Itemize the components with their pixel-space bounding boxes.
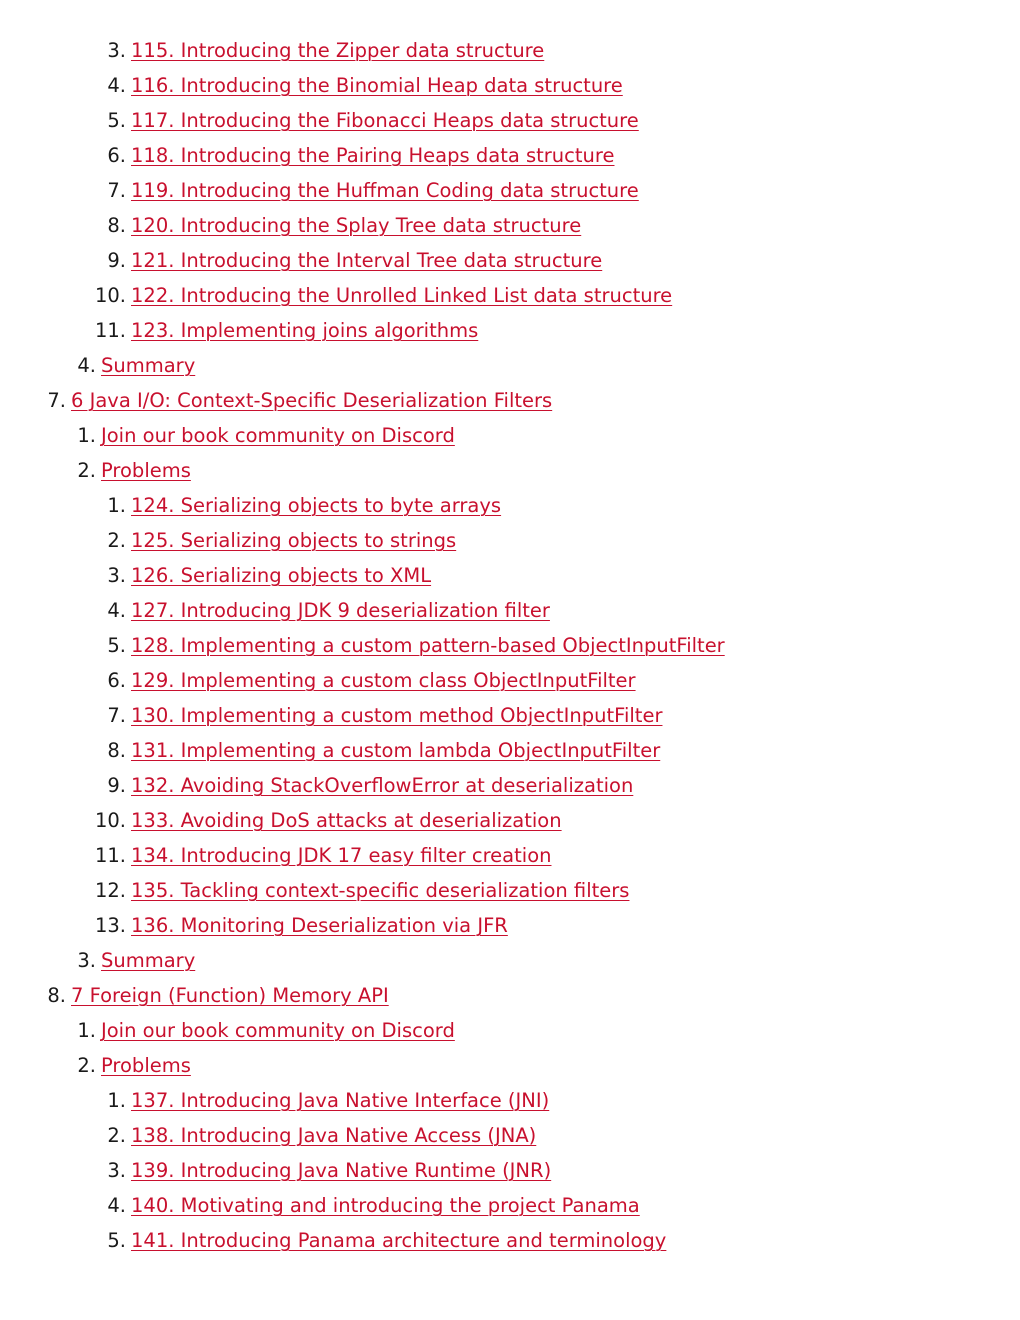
toc-item-number: 5. [107, 634, 126, 657]
toc-item-number: 2. [107, 1124, 126, 1147]
toc-item-number: 1. [107, 1089, 126, 1112]
toc-item-number: 13. [94, 914, 126, 937]
toc-item-number: 1. [107, 494, 126, 517]
toc-item-number: 2. [107, 529, 126, 552]
toc-item-number: 4. [77, 354, 96, 377]
toc-item-link[interactable]: 132. Avoiding StackOverflowError at deserialization [131, 774, 634, 797]
toc-item-number: 6. [107, 669, 126, 692]
toc-item-link[interactable]: 133. Avoiding DoS attacks at deserialization [131, 809, 562, 832]
toc-item-link[interactable]: 139. Introducing Java Native Runtime (JNR) [131, 1159, 552, 1182]
toc-item-number: 7. [47, 389, 66, 412]
toc-item-link[interactable]: 124. Serializing objects to byte arrays [131, 494, 502, 517]
toc-item-link[interactable]: 122. Introducing the Unrolled Linked List data structure [131, 284, 673, 307]
toc-item-link[interactable]: 116. Introducing the Binomial Heap data structure [131, 74, 623, 97]
toc-item-link[interactable]: Summary [101, 949, 196, 972]
toc-item-link[interactable]: 131. Implementing a custom lambda ObjectInputFilter [131, 739, 661, 762]
toc-item-link[interactable]: 118. Introducing the Pairing Heaps data structure [131, 144, 615, 167]
toc-item-link[interactable]: 129. Implementing a custom class ObjectInputFilter [131, 669, 636, 692]
toc-item-number: 10. [94, 284, 126, 307]
toc-item-number: 4. [107, 74, 126, 97]
toc-item-link[interactable]: 136. Monitoring Deserialization via JFR [131, 914, 508, 937]
toc-item-number: 5. [107, 1229, 126, 1252]
toc-item-link[interactable]: 123. Implementing joins algorithms [131, 319, 479, 342]
toc-item-link[interactable]: 138. Introducing Java Native Access (JNA) [131, 1124, 537, 1147]
toc-item-link[interactable]: 135. Tackling context-specific deserialization filters [131, 879, 630, 902]
toc-item-number: 1. [77, 1019, 96, 1042]
toc-item-link[interactable]: 115. Introducing the Zipper data structure [131, 39, 545, 62]
toc-item-number: 2. [77, 1054, 96, 1077]
toc-item-link[interactable]: 141. Introducing Panama architecture and terminology [131, 1229, 667, 1252]
toc-item-number: 11. [94, 844, 126, 867]
toc-item-number: 1. [77, 424, 96, 447]
toc-item-number: 9. [107, 774, 126, 797]
toc-item-number: 8. [107, 214, 126, 237]
toc-item-number: 11. [94, 319, 126, 342]
toc-item-link[interactable]: 137. Introducing Java Native Interface (JNI) [131, 1089, 550, 1112]
toc-item-link[interactable]: 125. Serializing objects to strings [131, 529, 457, 552]
toc-item-number: 8. [107, 739, 126, 762]
toc-item-link[interactable]: 120. Introducing the Splay Tree data structure [131, 214, 582, 237]
toc-item-number: 2. [77, 459, 96, 482]
toc-item-link[interactable]: 117. Introducing the Fibonacci Heaps data structure [131, 109, 639, 132]
toc-item-number: 9. [107, 249, 126, 272]
toc-item-link[interactable]: 7 Foreign (Function) Memory API [71, 984, 389, 1007]
toc-item-link[interactable]: 130. Implementing a custom method ObjectInputFilter [131, 704, 663, 727]
toc-item-link[interactable]: 127. Introducing JDK 9 deserialization filter [131, 599, 550, 622]
toc-item-link[interactable]: Problems [101, 459, 191, 482]
toc-item-link[interactable]: Problems [101, 1054, 191, 1077]
toc-item-number: 4. [107, 1194, 126, 1217]
toc-item-number: 4. [107, 599, 126, 622]
toc-item-number: 10. [94, 809, 126, 832]
toc-item-link[interactable]: 121. Introducing the Interval Tree data structure [131, 249, 603, 272]
toc-item-link[interactable]: 119. Introducing the Huffman Coding data structure [131, 179, 639, 202]
toc-item-number: 12. [94, 879, 126, 902]
toc-item-link[interactable]: Summary [101, 354, 196, 377]
toc-item-link[interactable]: 134. Introducing JDK 17 easy filter creation [131, 844, 552, 867]
toc-item-link[interactable]: 140. Motivating and introducing the project Panama [131, 1194, 640, 1217]
toc-item-number: 6. [107, 144, 126, 167]
toc-item-number: 8. [47, 984, 66, 1007]
toc-item-link[interactable]: 126. Serializing objects to XML [131, 564, 432, 587]
toc-item-number: 3. [107, 39, 126, 62]
toc-item-link[interactable]: 128. Implementing a custom pattern-based ObjectInputFilter [131, 634, 725, 657]
toc-item-number: 3. [107, 564, 126, 587]
toc-item-number: 7. [107, 179, 126, 202]
toc-item-number: 7. [107, 704, 126, 727]
toc-item-link[interactable]: Join our book community on Discord [101, 1019, 455, 1042]
toc-item-link[interactable]: Join our book community on Discord [101, 424, 455, 447]
toc-item-number: 3. [77, 949, 96, 972]
toc-item-number: 3. [107, 1159, 126, 1182]
toc-item-number: 5. [107, 109, 126, 132]
toc-item-link[interactable]: 6 Java I/O: Context-Specific Deserialization Filters [71, 389, 553, 412]
